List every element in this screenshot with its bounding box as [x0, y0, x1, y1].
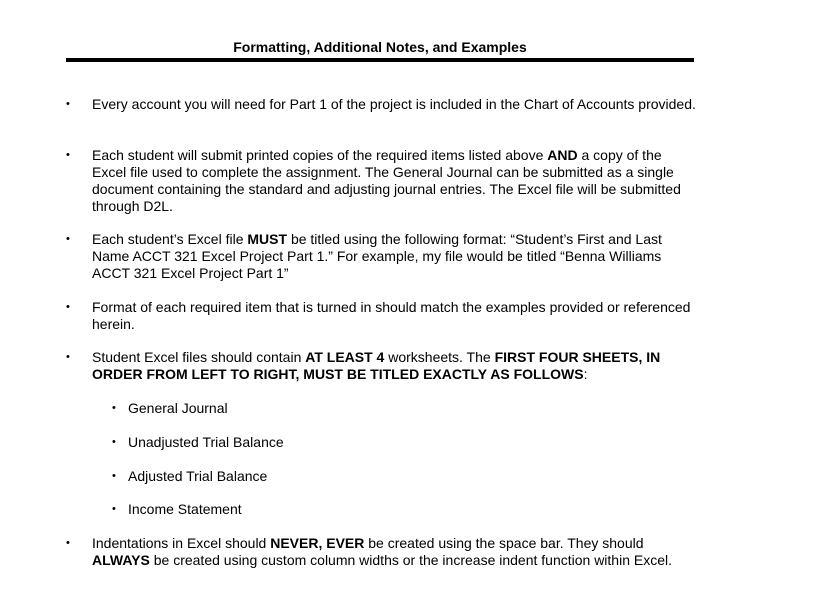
bullet-icon: •: [66, 301, 70, 313]
title-divider: [66, 58, 694, 62]
bullet-icon: •: [66, 233, 70, 245]
sheet-name: Unadjusted Trial Balance: [128, 434, 284, 450]
bullet-icon: •: [66, 351, 70, 363]
sheet-name: Income Statement: [128, 501, 242, 517]
bullet-icon: •: [112, 470, 116, 482]
bullet-icon: •: [112, 503, 116, 515]
list-item-text: Each student will submit printed copies of the required items listed above AND a copy of the Excel file used to complete the assignment. The General Journal can be submitted as a single document containing the standard and adjusting journal entries. The Excel file will be submitted through D2L.: [92, 147, 681, 214]
list-item-text: Every account you will need for Part 1 of the project is included in the Chart of Accounts provided.: [92, 96, 696, 112]
list-item-text: Format of each required item that is turned in should match the examples provided or referenced herein.: [92, 299, 691, 332]
bullet-icon: •: [112, 402, 116, 414]
bullet-icon: •: [66, 149, 70, 161]
list-item-text: Each student’s Excel file MUST be titled using the following format: “Student’s First and Last Name ACCT 321 Excel Project Part 1.” For example, my file would be titled “Benna Williams ACCT 321 Excel Project Part 1”: [92, 231, 662, 281]
bullet-icon: •: [66, 537, 70, 549]
bullet-icon: •: [66, 98, 70, 110]
list-item-text: Student Excel files should contain AT LEAST 4 worksheets. The FIRST FOUR SHEETS, IN ORDER FROM LEFT TO RIGHT, MUST BE TITLED EXACTLY AS FOLLOWS:: [92, 349, 661, 382]
sheet-name: General Journal: [128, 400, 228, 416]
list-item-text: Indentations in Excel should NEVER, EVER be created using the space bar. They should ALWAYS be created using custom column widths or the increase indent function within Excel.: [92, 535, 673, 568]
sheet-name: Adjusted Trial Balance: [128, 468, 268, 484]
page-title: Formatting, Additional Notes, and Examples: [233, 39, 527, 55]
bullet-icon: •: [112, 436, 116, 448]
